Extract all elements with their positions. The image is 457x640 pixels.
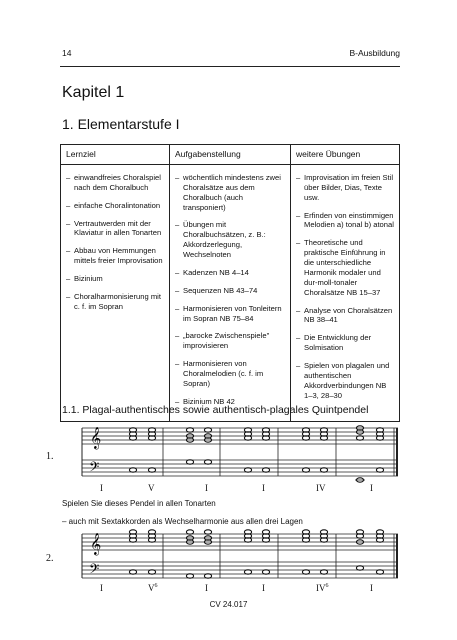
treble-clef-icon: 𝄞 [90, 427, 102, 449]
subsection-title: 1.1. Plagal-authentisches sowie authentisch-plagales Quintpendel [62, 404, 369, 416]
list-item: – Vertrautwerden mit der Klaviatur in allen Tonarten [66, 218, 162, 238]
example-2-number: 2. [46, 553, 54, 564]
list-item: – Bizinium [66, 274, 103, 284]
list-item: – Choralharmonisierung mit c. f. im Sopran [66, 291, 161, 311]
tied-notes [148, 428, 327, 472]
list-item: – Abbau von Hemmungen mittels freier Improvisation [66, 246, 163, 266]
list-item: – Erfinden von einstimmigen Melodien a) tonal b) atonal [296, 210, 394, 230]
list-item: – Theoretische und praktische Einführung in die unterschiedliche Harmonik modaler und dur-moll-tonaler Choralsätze NB 15–37 [296, 238, 386, 297]
table-header-row [61, 145, 400, 165]
table-cell-aufgabenstellung [170, 165, 291, 421]
list-item: – einwandfreies Choralspiel nach dem Choralbuch [66, 173, 161, 192]
staff-bass [82, 562, 398, 578]
roman-numeral: I [370, 583, 373, 593]
music-example-1 [60, 424, 402, 496]
list-item: – Harmonisieren von Tonleitern im Sopran NB 75–84 [175, 303, 282, 323]
roman-numeral: V [148, 483, 155, 493]
table-header-lernziel: Lernziel [61, 145, 170, 165]
running-title: B-Ausbildung [349, 48, 400, 58]
list-item: – einfache Choralintonation [66, 200, 161, 210]
roman-numeral: I [262, 483, 265, 493]
roman-numeral: I [205, 483, 208, 493]
example-1-number: 1. [46, 451, 54, 462]
table-cell-weitere-uebungen [291, 165, 400, 421]
roman-numeral: I [205, 583, 208, 593]
roman-numeral: $IV^6$ [316, 583, 329, 593]
bass-clef-icon: 𝄢 [89, 459, 100, 478]
table-header-weitere-uebungen: weitere Übungen [291, 145, 400, 165]
list-item: – Analyse von Choralsätzen NB 38–41 [296, 305, 393, 325]
header-rule [60, 66, 400, 67]
bass-clef-icon: 𝄢 [89, 561, 100, 580]
list-item: – Sequenzen NB 43–74 [175, 285, 258, 295]
roman-numeral: I [100, 583, 103, 593]
list-item: – Kadenzen NB 4–14 [175, 267, 249, 277]
list-item: – Bizinium NB 42 [175, 396, 235, 406]
list-item: – wöchentlich mindestens zwei Choralsätze aus dem Choralbuch (auch transponiert) [175, 173, 281, 212]
list-item: – „barocke Zwischenspiele" improvisieren [175, 331, 270, 351]
list-item: – Spielen von plagalen und authentischen Akkordverbindungen NB 1–3, 28–30 [296, 360, 390, 400]
list-item: – Improvisation im freien Stil über Bilder, Dias, Texte usw. [296, 173, 394, 202]
treble-clef-icon: 𝄞 [90, 533, 102, 555]
roman-numeral: I [262, 583, 265, 593]
chapter-title: Kapitel 1 [62, 84, 125, 101]
chord-notes [129, 530, 383, 578]
section-title: 1. Elementarstufe I [62, 116, 180, 132]
roman-numeral: I [370, 483, 373, 493]
chord-notes [129, 426, 383, 482]
example-1-caption: Spielen Sie dieses Pendel in allen Tonarten [62, 499, 216, 508]
roman-numeral: IV [316, 483, 326, 493]
example-2-intro: – auch mit Sextakkorden als Wechselharmonie aus allen drei Lagen [62, 517, 303, 526]
table-header-aufgabenstellung: Aufgabenstellung [170, 145, 291, 165]
table-cell-lernziel [61, 165, 170, 421]
page-footer: CV 24.017 [209, 600, 248, 609]
page-number: 14 [62, 48, 72, 58]
list-item: – Übungen mit Choralbuchsätzen, z. B.: Akkordzerlegung, Wechselnoten [175, 220, 266, 260]
roman-numeral: I [100, 483, 103, 493]
music-example-2 [60, 528, 402, 588]
list-item: – Die Entwicklung der Solmisation [296, 333, 372, 353]
staff-bass [82, 460, 398, 476]
table-row [61, 165, 400, 421]
list-item: – Harmonisieren von Choralmelodien (c. f. im Sopran) [175, 359, 264, 388]
roman-numeral: $V^6$ [148, 583, 158, 593]
learning-goals-table [60, 144, 400, 422]
